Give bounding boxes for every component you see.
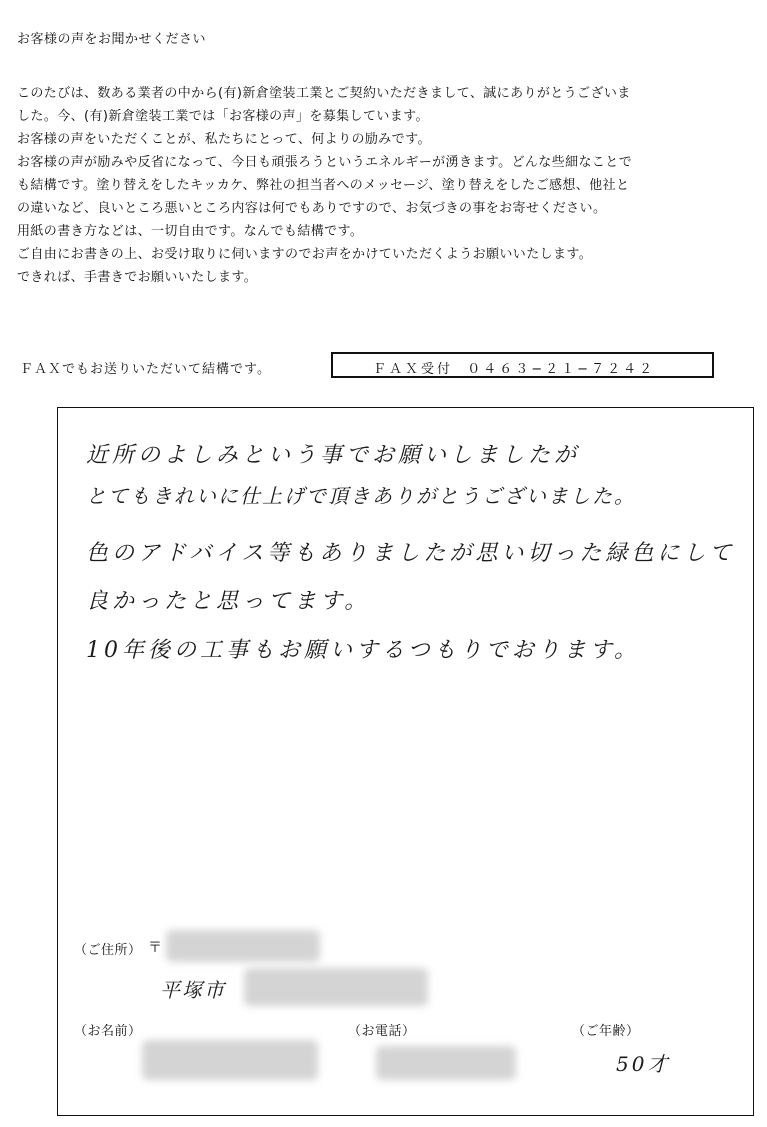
redacted-postal-code (166, 930, 320, 962)
intro-line: できれば、手書きでお願いいたします。 (17, 270, 258, 285)
handwritten-line: 10年後の工事もお願いするつもりでおります。 (86, 638, 641, 663)
phone-label: （お電話） (348, 1024, 416, 1039)
fax-label: ＦＡＸ受付 (373, 362, 454, 377)
intro-text (17, 82, 757, 289)
age-value: 50才 (616, 1052, 671, 1076)
address-city: 平塚市 (160, 978, 226, 1002)
handwritten-response-area (57, 407, 754, 1116)
intro-line: 用紙の書き方などは、一切自由です。なんでも結構です。 (17, 224, 364, 239)
intro-line: した。今、(有)新倉塗装工業では「お客様の声」を募集しています。 (17, 109, 429, 124)
fax-number-box (331, 352, 714, 378)
page-title: お客様の声をお聞かせください (17, 32, 207, 47)
postal-mark: 〒 (148, 940, 163, 956)
handwritten-line: 良かったと思ってます。 (86, 589, 371, 614)
intro-line: の違いなど、良いところ悪いところ内容は何でもありですので、お気づきの事をお寄せください。 (17, 201, 607, 216)
handwritten-line: 近所のよしみという事でお願いしましたが (86, 443, 581, 468)
redacted-phone (376, 1046, 516, 1080)
redacted-name (142, 1040, 318, 1080)
handwritten-line: 色のアドバイス等もありましたが思い切った緑色にして (86, 541, 736, 566)
fax-note: ＦＡＸでもお送りいただいて結構です。 (20, 362, 271, 377)
address-label: （ご住所） (74, 943, 142, 958)
intro-line: このたびは、数ある業者の中から(有)新倉塗装工業とご契約いただきまして、誠にありがとうございま (17, 86, 631, 101)
fax-number-text (373, 358, 655, 377)
fax-number: ０４６３−２１−７２４２ (467, 362, 656, 377)
name-label: （お名前） (74, 1024, 142, 1039)
intro-line: も結構です。塗り替えをしたキッカケ、弊社の担当者へのメッセージ、塗り替えをしたご感想、他社と (17, 178, 630, 193)
redacted-address (244, 968, 428, 1006)
age-label: （ご年齢） (572, 1024, 640, 1039)
intro-line: お客様の声が励みや反省になって、今日も頑張ろうというエネルギーが湧きます。どんな些細なことで (17, 155, 633, 170)
intro-line: ご自由にお書きの上、お受け取りに伺いますのでお声をかけていただくようお願いいたします。 (17, 247, 593, 262)
intro-line: お客様の声をいただくことが、私たちにとって、何よりの励みです。 (17, 132, 431, 147)
handwritten-line: とてもきれいに仕上げで頂きありがとうございました。 (86, 484, 636, 508)
